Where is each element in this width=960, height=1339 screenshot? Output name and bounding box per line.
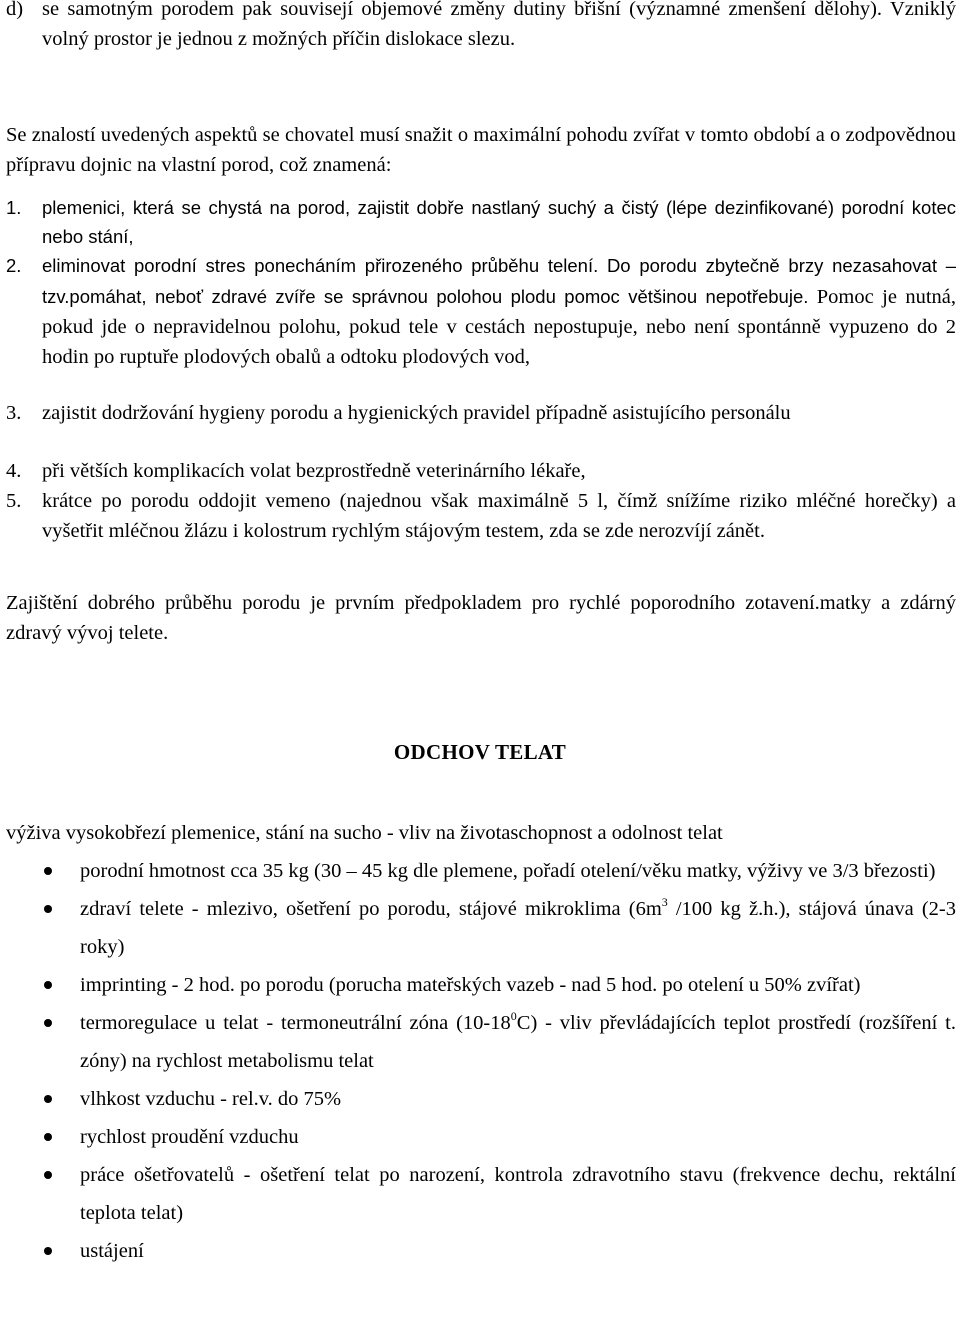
bullet-item <box>0 1118 960 1156</box>
list-item-d <box>6 0 956 54</box>
bullet-text: rychlost proudění vzduchu <box>80 1126 299 1148</box>
numbered-item-3 <box>6 398 956 428</box>
section-heading: ODCHOV TELAT <box>393 740 567 764</box>
bullet-dot <box>44 1133 52 1141</box>
item-text: krátce po porodu oddojit vemeno (najednou však maximálně 5 l, čímž snížíme riziko mléčné horečky) a vyšetřit mléčnou žlázu i kolostrum rychlým stájovým testem, zda se zde nerozvíjí zánět. <box>42 490 956 542</box>
bullet-text-part-1: termoregulace u telat - termoneutrální zóna (10-18 <box>80 1012 511 1034</box>
numbered-item-1 <box>6 193 956 251</box>
bullet-text: imprinting - 2 hod. po porodu (porucha mateřských vazeb - nad 5 hod. po otelení u 50% zvířat) <box>80 974 861 996</box>
bullet-item <box>0 1004 960 1080</box>
item-text-part-2: Pomoc je nutná, pokud jde o nepravidelnou polohu, pokud tele v cestách nepostupuje, nebo není spontánně vypuzeno do 2 hodin po ruptuře plodových obalů a odtoku plodových vod, <box>42 286 956 368</box>
numbered-item-5 <box>6 486 956 546</box>
bullet-item <box>0 852 960 890</box>
item-text: plemenici, která se chystá na porod, zajistit dobře nastlaný suchý a čistý (lépe dezinfikované) porodní kotec nebo stání, <box>42 197 956 247</box>
bullet-item <box>0 1232 960 1270</box>
item-text: zajistit dodržování hygieny porodu a hygienických pravidel případně asistujícího personálu <box>42 402 791 424</box>
item-number: 1. <box>6 197 22 218</box>
superscript: 3 <box>661 895 668 909</box>
bullet-dot <box>44 867 52 875</box>
bullet-item <box>0 1080 960 1118</box>
bullet-text-part-2: /100 kg ž.h.), stájová únava (2-3 roky) <box>80 898 956 958</box>
superscript: 0 <box>510 1009 517 1023</box>
bullet-dot <box>44 905 52 913</box>
paragraph-intro: Se znalostí uvedených aspektů se chovatel musí snažit o maximální pohodu zvířat v tomto období a o zodpovědnou přípravu dojnic na vlastní porod, což znamená: <box>6 124 956 176</box>
bullet-list <box>0 852 960 1270</box>
bullet-text: ustájení <box>80 1240 144 1262</box>
bullet-dot <box>44 1247 52 1255</box>
bullet-dot <box>44 1019 52 1027</box>
numbered-item-2 <box>6 251 956 373</box>
bullet-item <box>0 890 960 966</box>
item-number: 5. <box>6 490 22 512</box>
bullet-dot <box>44 981 52 989</box>
bullet-dot <box>44 1171 52 1179</box>
numbered-item-4 <box>6 456 956 486</box>
bullet-item <box>0 1156 960 1232</box>
bullet-text-part-1: zdraví telete - mlezivo, ošetření po porodu, stájové mikroklima (6m <box>80 898 662 920</box>
paragraph-nutrition: výživa vysokobřezí plemenice, stání na sucho - vliv na životaschopnost a odolnost telat <box>6 822 723 844</box>
bullet-text: porodní hmotnost cca 35 kg (30 – 45 kg dle plemene, pořadí otelení/věku matky, výživy ve 3/3 březosti) <box>80 860 936 882</box>
list-item-text: se samotným porodem pak souvisejí objemové změny dutiny břišní (významné zmenšení dělohy). Vzniklý volný prostor je jednou z možných příčin dislokace slezu. <box>42 0 956 50</box>
paragraph-summary: Zajištění dobrého průběhu porodu je prvním předpokladem pro rychlé poporodního zotavení.matky a zdárný zdravý vývoj telete. <box>6 592 956 644</box>
bullet-item <box>0 966 960 1004</box>
list-marker: d) <box>6 0 24 20</box>
bullet-text: vlhkost vzduchu - rel.v. do 75% <box>80 1088 342 1110</box>
bullet-dot <box>44 1095 52 1103</box>
item-text-part-1: eliminovat porodní stres ponecháním přirozeného průběhu telení. Do porodu zbytečně brzy nezasahovat – tzv.pomáhat, neboť zdravé zvíře se správnou polohou plodu pomoc většinou nepotřebuje. <box>42 255 956 307</box>
bullet-text: práce ošetřovatelů - ošetření telat po narození, kontrola zdravotního stavu (frekvence dechu, rektální teplota telat) <box>80 1164 956 1224</box>
item-number: 2. <box>6 255 22 276</box>
item-number: 4. <box>6 460 22 482</box>
item-text: při větších komplikacích volat bezprostředně veterinárního lékaře, <box>42 460 586 482</box>
item-number: 3. <box>6 402 22 424</box>
bullet-text-part-2: C) - vliv převládajících teplot prostředí (rozšíření t. zóny) na rychlost metabolismu telat <box>80 1012 957 1072</box>
